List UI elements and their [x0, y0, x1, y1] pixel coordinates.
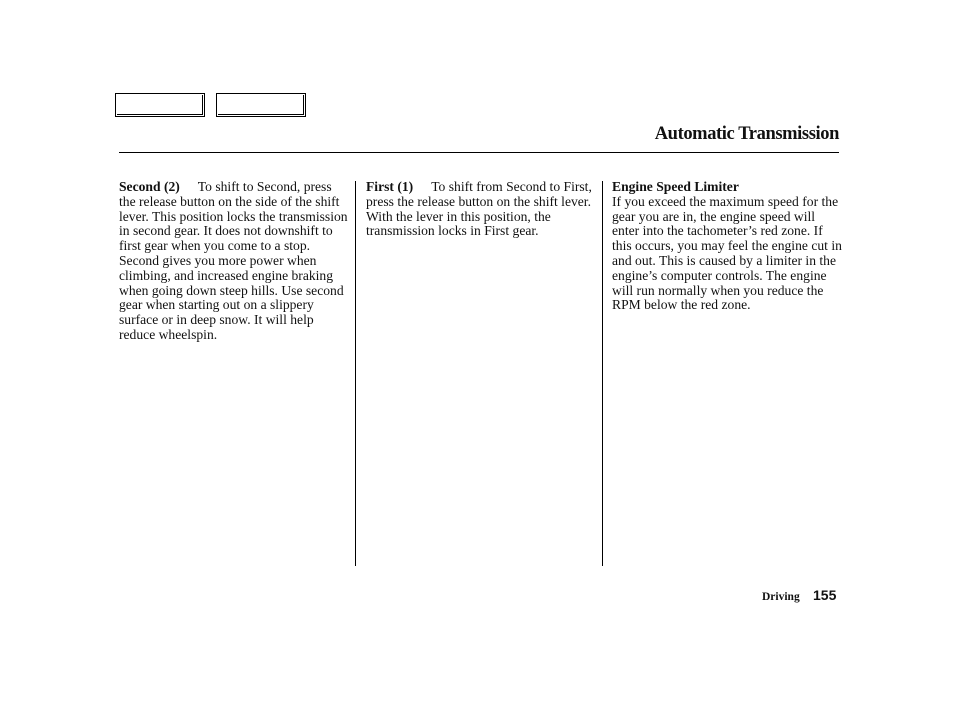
- section-engine-speed-limiter: [612, 180, 844, 313]
- previous-page-button[interactable]: [115, 93, 205, 117]
- section-heading: First (1): [366, 179, 414, 194]
- page-number: 155: [813, 587, 837, 603]
- footer-section-name: Driving: [762, 591, 800, 603]
- section-body: To shift to Second, press the release button on the side of the shift lever. This position locks the transmission in second gear. It does not downshift to first gear when you come to a stop. Second gives you more power when climbing, and increased engine braking when going down steep hills. Use second gear when starting out on a slippery surface or in deep snow. It will help reduce wheelspin.: [119, 179, 348, 342]
- title-divider: [119, 152, 839, 153]
- section-body: To shift from Second to First, press the release button on the shift lever. With the lever in this position, the transmission locks in First gear.: [366, 179, 592, 239]
- next-page-button[interactable]: [216, 93, 306, 117]
- section-heading: Second (2): [119, 179, 180, 194]
- column-divider: [602, 181, 603, 566]
- column-divider: [355, 181, 356, 566]
- section-body: If you exceed the maximum speed for the gear you are in, the engine speed will enter into the tachometer’s red zone. If this occurs, you may feel the engine cut in and out. This is caused by a limiter in the engine’s computer controls. The engine will run normally when you reduce the RPM below the red zone.: [612, 193, 842, 313]
- section-heading: Engine Speed Limiter: [612, 179, 739, 194]
- section-first-gear: [366, 180, 596, 239]
- page-title: Automatic Transmission: [654, 124, 839, 144]
- section-second-gear: [119, 180, 351, 343]
